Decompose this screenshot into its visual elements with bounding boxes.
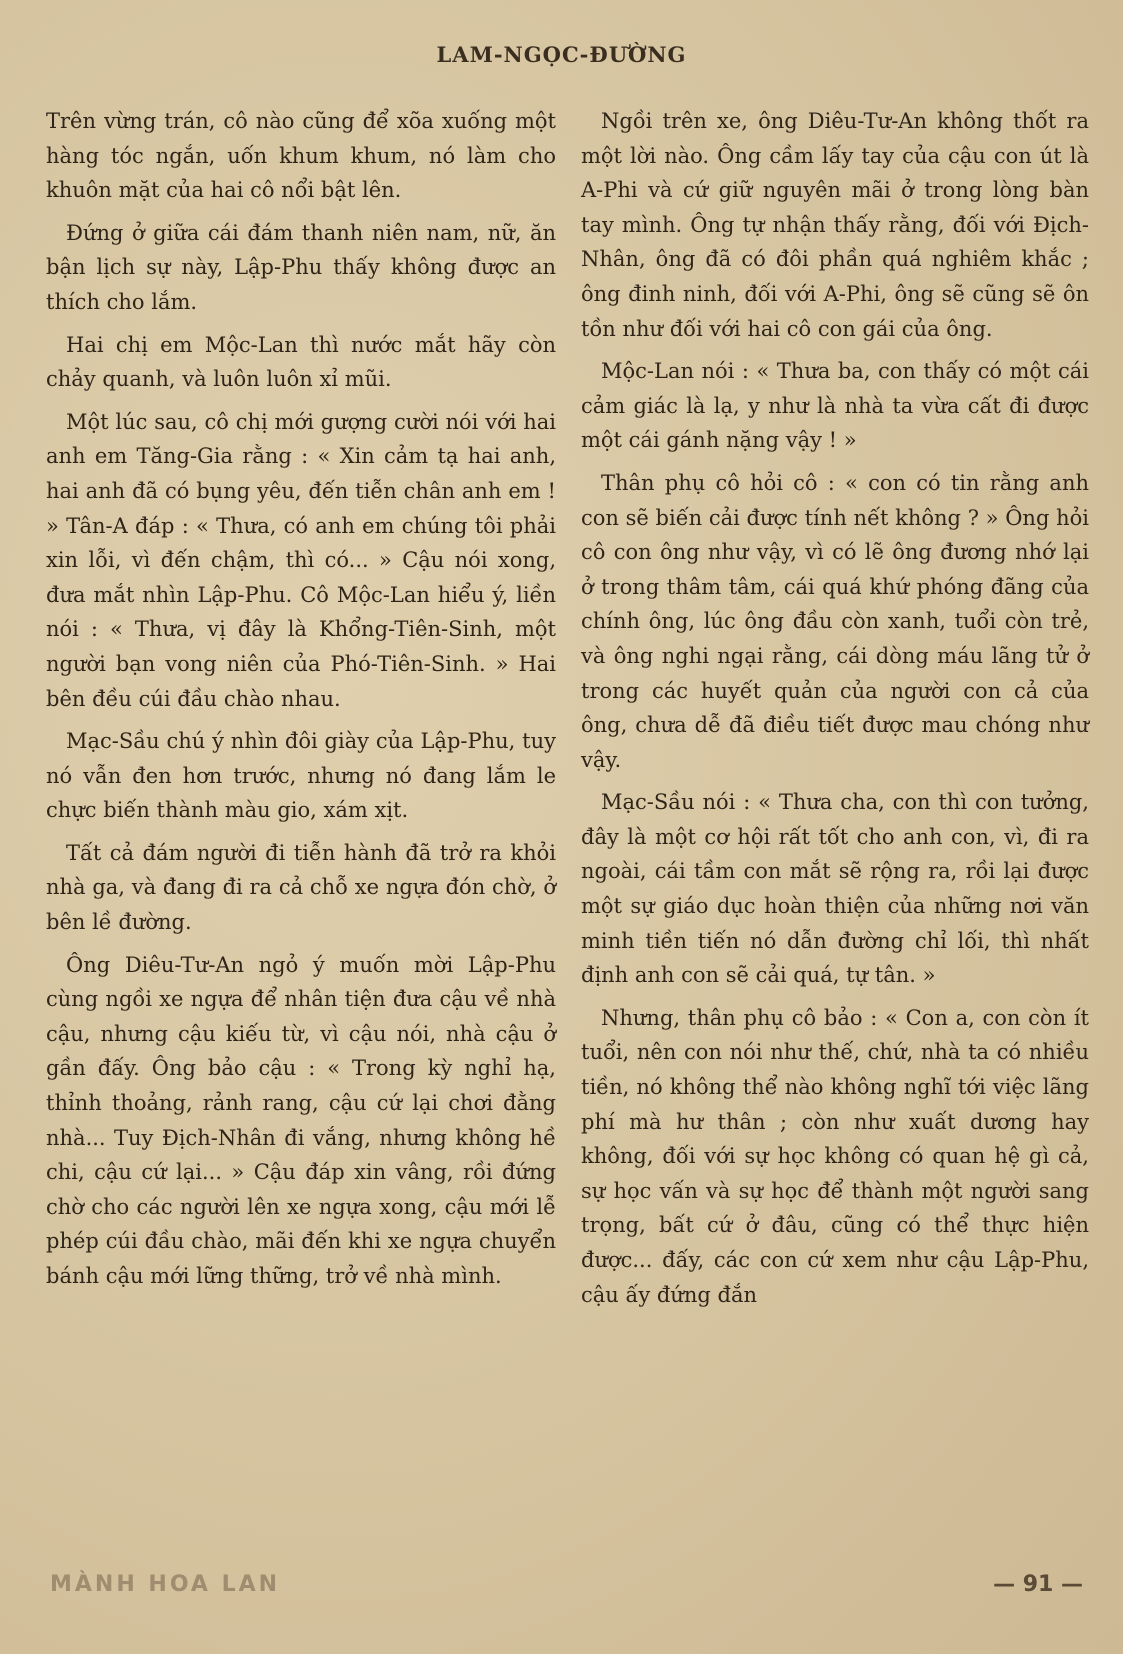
paragraph: Nhưng, thân phụ cô bảo : « Con a, con còn ít tuổi, nên con nói như thế, chứ, nhà ta có nhiều tiền, nó không thể nào không nghĩ tới việc lãng phí mà hư thân ; còn như xuất dương hay không, đối với sự học không có quan hệ gì cả, sự học vấn và sự học để thành một người sang trọng, bất cứ ở đâu, cũng có thể thực hiện được... đấy, các con cứ xem như cậu Lập-Phu, cậu ấy đứng đắn [581, 1005, 1089, 1307]
paragraph: Đứng ở giữa cái đám thanh niên nam, nữ, ăn bận lịch sự này, Lập-Phu thấy không được an thích cho lắm. [46, 220, 556, 314]
paragraph: Một lúc sau, cô chị mới gượng cười nói với hai anh em Tăng-Gia rằng : « Xin cảm tạ hai anh, hai anh đã có bụng yêu, đến tiễn chân anh em ! » Tân-A đáp : « Thưa, có anh em chúng tôi phải xin lỗi, vì đến chậm, thì có... » Cậu nói xong, đưa mắt nhìn Lập-Phu. Cô Mộc-Lan hiểu ý, liền nói : « Thưa, vị đây là Khổng-Tiên-Sinh, một người bạn vong niên của Phó-Tiên-Sinh. » Hai bên đều cúi đầu chào nhau. [46, 409, 556, 711]
page-number: — 91 — [993, 1572, 1083, 1597]
paragraph: Mạc-Sầu chú ý nhìn đôi giày của Lập-Phu, tuy nó vẫn đen hơn trước, nhưng nó đang lắm le chực biến thành màu gio, xám xịt. [46, 729, 556, 823]
paragraph: Ông Diêu-Tư-An ngỏ ý muốn mời Lập-Phu cùng ngồi xe ngựa để nhân tiện đưa cậu về nhà cậu, nhưng cậu kiếu từ, vì cậu nói, nhà cậu ở gần đấy. Ông bảo cậu : « Trong kỳ nghỉ hạ, thỉnh thoảng, rảnh rang, cậu cứ lại chơi đằng nhà... Tuy Địch-Nhân đi vắng, nhưng không hề chi, cậu cứ lại... » Cậu đáp xin vâng, rồi đứng chờ cho các người lên xe ngựa xong, cậu mới lễ phép cúi đầu chào, mãi đến khi xe ngựa chuyển bánh cậu mới lững thững, trở về nhà mình. [46, 952, 556, 1288]
left-column [46, 104, 556, 1302]
right-column [581, 104, 1089, 1320]
paragraph: Mộc-Lan nói : « Thưa ba, con thấy có một cái cảm giác là lạ, y như là nhà ta vừa cất đi được một cái gánh nặng vậy ! » [581, 359, 1089, 453]
running-header: LAM-NGỌC-ĐƯỜNG [436, 42, 687, 67]
paragraph: Tất cả đám người đi tiễn hành đã trở ra khỏi nhà ga, và đang đi ra cả chỗ xe ngựa đón chờ, ở bên lề đường. [46, 840, 556, 935]
paragraph: Mạc-Sầu nói : « Thưa cha, con thì con tưởng, đây là một cơ hội rất tốt cho anh con, vì, đi ra ngoài, cái tầm con mắt sẽ rộng ra, rồi lại được một sự giáo dục hoàn thiện của những nơi văn minh tiền tiến nó dẫn đường chỉ lối, thì nhất định anh con sẽ cải quá, tự tân. » [581, 790, 1089, 988]
footer-title: MÀNH HOA LAN [50, 1572, 281, 1597]
paragraph: Ngồi trên xe, ông Diêu-Tư-An không thốt ra một lời nào. Ông cầm lấy tay của cậu con út là A-Phi và cứ giữ nguyên mãi ở trong lòng bàn tay mình. Ông tự nhận thấy rằng, đối với Địch-Nhân, ông đã có đôi phần quá nghiêm khắc ; ông đinh ninh, đối với A-Phi, ông sẽ cũng sẽ ôn tồn như đối với hai cô con gái của ông. [581, 109, 1089, 341]
paragraph: Thân phụ cô hỏi cô : « con có tin rằng anh con sẽ biến cải được tính nết không ? » Ông hỏi cô con ông như vậy, vì có lẽ ông đương nhớ lại ở trong thâm tâm, cái quá khứ phóng đãng của chính ông, lúc ông đầu còn xanh, tuổi còn trẻ, và ông nghi ngại rằng, cái dòng máu lãng tử ở trong các huyết quản của người con cả của ông, chưa dễ đã điều tiết được mau chóng như vậy. [581, 470, 1089, 772]
paragraph: Trên vừng trán, cô nào cũng để xõa xuống một hàng tóc ngắn, uốn khum khum, nó làm cho khuôn mặt của hai cô nổi bật lên. [46, 109, 556, 203]
paragraph: Hai chị em Mộc-Lan thì nước mắt hãy còn chảy quanh, và luôn luôn xỉ mũi. [46, 332, 556, 392]
